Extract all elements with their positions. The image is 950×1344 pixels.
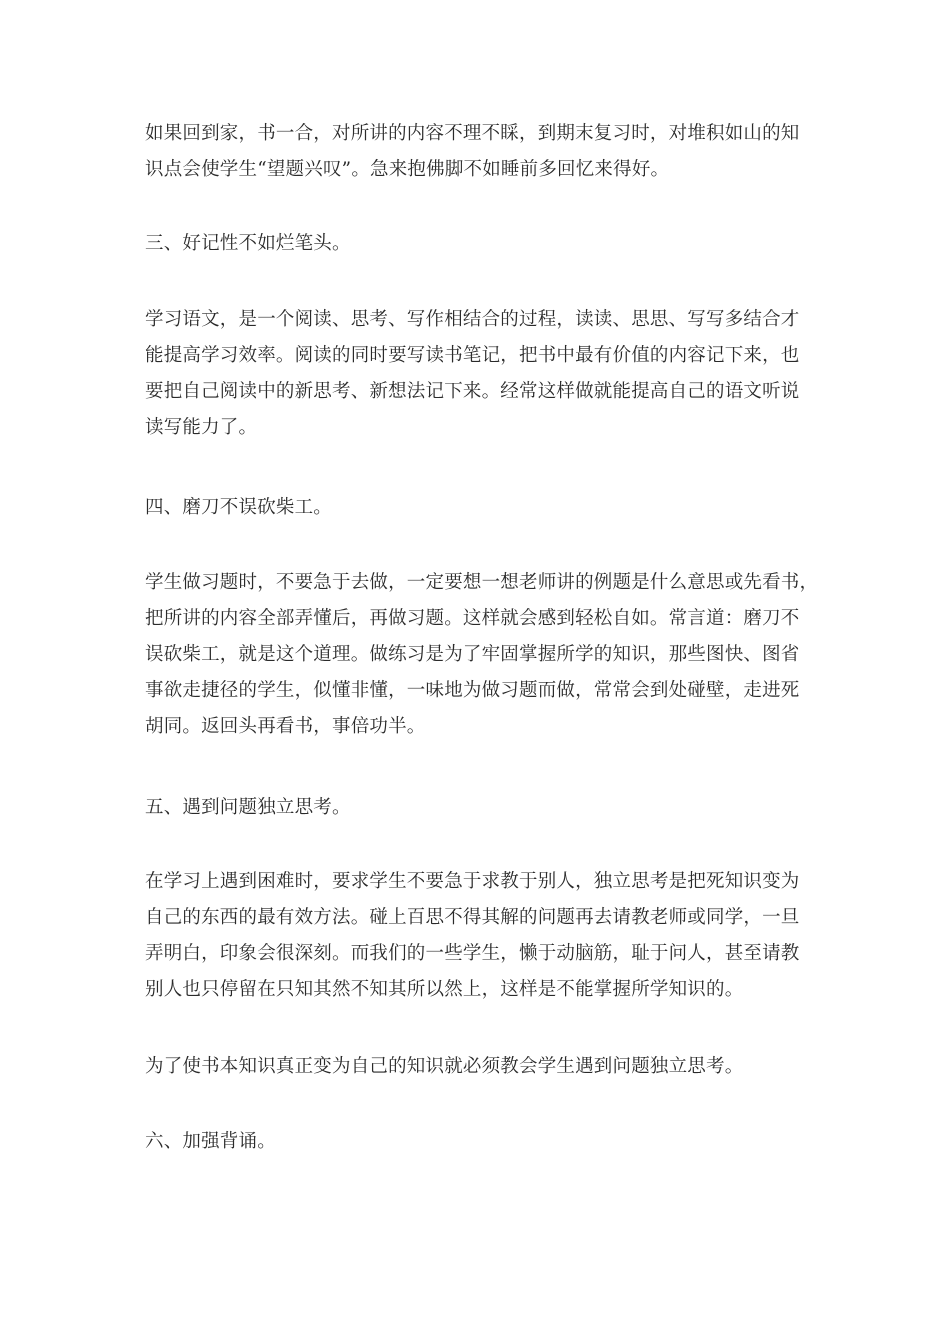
paragraph-section-5 <box>145 864 813 1008</box>
text-line: 读写能力了。 <box>145 417 258 438</box>
heading-text: 四、磨刀不误砍柴工。 <box>145 497 333 518</box>
text-line: 事欲走捷径的学生，似懂非懂，一味地为做习题而做，常常会到处碰壁，走进死 <box>145 680 800 701</box>
section-heading-3 <box>145 226 813 262</box>
text-line: 自己的东西的最有效方法。碰上百思不得其解的问题再去请教老师或同学，一旦 <box>145 907 800 928</box>
section-heading-6 <box>145 1124 813 1160</box>
text-line: 在学习上遇到困难时，要求学生不要急于求教于别人，独立思考是把死知识变为 <box>145 871 800 892</box>
text-line: 识点会使学生“望题兴叹”。急来抱佛脚不如睡前多回忆来得好。 <box>145 159 670 180</box>
heading-text: 三、好记性不如烂笔头。 <box>145 233 351 254</box>
text-line: 学习语文，是一个阅读、思考、写作相结合的过程，读读、思思、写写多结合才 <box>145 309 800 330</box>
text-line: 胡同。返回头再看书，事倍功半。 <box>145 716 426 737</box>
paragraph-section-3 <box>145 302 813 446</box>
section-heading-4 <box>145 490 813 526</box>
text-line: 学生做习题时，不要急于去做，一定要想一想老师讲的例题是什么意思或先看书， <box>145 572 819 593</box>
text-line: 别人也只停留在只知其然不知其所以然上，这样是不能掌握所学知识的。 <box>145 979 744 1000</box>
text-line: 弄明白，印象会很深刻。而我们的一些学生，懒于动脑筋，耻于问人，甚至请教 <box>145 943 800 964</box>
text-line: 为了使书本知识真正变为自己的知识就必须教会学生遇到问题独立思考。 <box>145 1056 744 1077</box>
text-line: 把所讲的内容全部弄懂后，再做习题。这样就会感到轻松自如。常言道：磨刀不 <box>145 608 800 629</box>
text-line: 能提高学习效率。阅读的同时要写读书笔记，把书中最有价值的内容记下来，也 <box>145 345 800 366</box>
paragraph-intro <box>145 116 813 188</box>
text-line: 误砍柴工，就是这个道理。做练习是为了牢固掌握所学的知识，那些图快、图省 <box>145 644 800 665</box>
paragraph-section-5-conclusion <box>145 1049 813 1085</box>
text-line: 要把自己阅读中的新思考、新想法记下来。经常这样做就能提高自己的语文听说 <box>145 381 800 402</box>
paragraph-section-4 <box>145 565 819 745</box>
section-heading-5 <box>145 790 813 826</box>
heading-text: 六、加强背诵。 <box>145 1131 276 1152</box>
heading-text: 五、遇到问题独立思考。 <box>145 797 351 818</box>
text-line: 如果回到家，书一合，对所讲的内容不理不睬，到期末复习时，对堆积如山的知 <box>145 123 800 144</box>
